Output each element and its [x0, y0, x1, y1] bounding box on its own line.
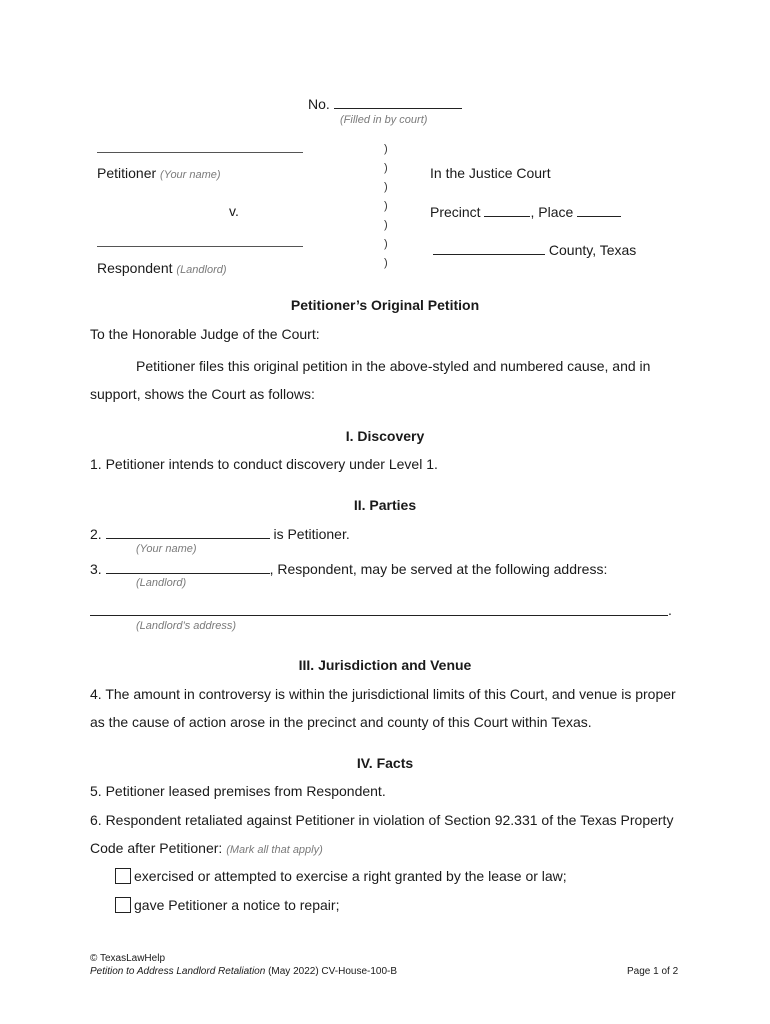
caption-paren: ) — [384, 257, 388, 269]
paragraph-3 — [90, 560, 607, 577]
respondent-caption — [97, 260, 227, 278]
section-heading-facts: IV. Facts — [356, 755, 414, 771]
paragraph-4-line-2: as the cause of action arose in the precinct and county of this Court within Texas. — [90, 714, 592, 730]
paragraph-6-line-1: 6. Respondent retaliated against Petitioner in violation of Section 92.331 of the Texas Property — [90, 812, 674, 828]
paragraph-2 — [90, 525, 350, 542]
caption-paren: ) — [384, 200, 388, 212]
paragraph-2-number: 2. — [90, 526, 102, 542]
county-label: County, Texas — [548, 242, 637, 258]
paragraph-3-number: 3. — [90, 561, 102, 577]
address-end: . — [668, 602, 672, 618]
section-heading-discovery: I. Discovery — [345, 428, 425, 444]
case-number-field[interactable] — [334, 95, 462, 109]
caption-paren: ) — [384, 219, 388, 231]
case-number-line — [308, 95, 462, 112]
petitioner-name-input[interactable] — [106, 525, 270, 539]
paragraph-6-line-2 — [90, 840, 323, 858]
place-field[interactable] — [577, 203, 621, 217]
paragraph-3-text: , Respondent, may be served at the following address: — [269, 561, 608, 577]
section-heading-jurisdiction: III. Jurisdiction and Venue — [298, 657, 472, 673]
landlord-address-input[interactable] — [90, 615, 668, 616]
respondent-label: Respondent — [97, 260, 173, 276]
option-row — [115, 868, 567, 884]
petitioner-name-field[interactable] — [97, 152, 303, 153]
footer-copyright: © TexasLawHelp — [90, 953, 165, 964]
intro-line-1: Petitioner files this original petition in the above-styled and numbered cause, and in — [136, 358, 651, 374]
option-checkbox[interactable] — [115, 897, 131, 913]
salutation: To the Honorable Judge of the Court: — [90, 326, 320, 342]
respondent-name-field[interactable] — [97, 246, 303, 247]
petitioner-hint: (Your name) — [160, 169, 221, 181]
versus-label: v. — [229, 203, 239, 219]
paragraph-3-hint: (Landlord) — [136, 577, 187, 589]
court-label: In the Justice Court — [430, 165, 551, 181]
footer-form-title: Petition to Address Landlord Retaliation — [90, 966, 266, 977]
caption-paren: ) — [384, 143, 388, 155]
paragraph-2-text: is Petitioner. — [273, 526, 350, 542]
precinct-label: Precinct — [430, 204, 481, 220]
section-heading-parties: II. Parties — [353, 497, 417, 513]
precinct-field[interactable] — [484, 203, 530, 217]
option-label: exercised or attempted to exercise a right granted by the lease or law; — [134, 868, 567, 884]
petitioner-label: Petitioner — [97, 165, 157, 181]
option-checkbox[interactable] — [115, 868, 131, 884]
footer-form-info — [90, 966, 397, 978]
footer-page-number: Page 1 of 2 — [627, 966, 679, 977]
paragraph-5: 5. Petitioner leased premises from Respondent. — [90, 783, 386, 799]
petitioner-caption — [97, 165, 221, 183]
case-number-hint: (Filled in by court) — [340, 114, 428, 126]
place-label: , Place — [530, 204, 574, 220]
paragraph-6-hint: (Mark all that apply) — [226, 844, 323, 856]
caption-paren: ) — [384, 162, 388, 174]
paragraph-1: 1. Petitioner intends to conduct discovery under Level 1. — [90, 456, 438, 472]
paragraph-4-line-1: 4. The amount in controversy is within the jurisdictional limits of this Court, and venue is proper — [90, 686, 676, 702]
county-line — [433, 241, 636, 258]
option-row — [115, 897, 339, 913]
respondent-hint: (Landlord) — [176, 264, 227, 276]
paragraph-6-text: Code after Petitioner: — [90, 840, 223, 856]
footer-form-id: (May 2022) CV-House-100-B — [265, 966, 398, 977]
precinct-line — [430, 203, 621, 220]
caption-paren: ) — [384, 238, 388, 250]
caption-paren: ) — [384, 181, 388, 193]
case-number-label: No. — [308, 96, 330, 112]
paragraph-2-hint: (Your name) — [136, 543, 197, 555]
petition-title: Petitioner’s Original Petition — [290, 297, 480, 313]
option-label: gave Petitioner a notice to repair; — [134, 897, 340, 913]
landlord-name-input[interactable] — [106, 560, 270, 574]
county-field[interactable] — [433, 241, 545, 255]
intro-line-2: support, shows the Court as follows: — [90, 386, 315, 402]
address-hint: (Landlord’s address) — [136, 620, 237, 632]
